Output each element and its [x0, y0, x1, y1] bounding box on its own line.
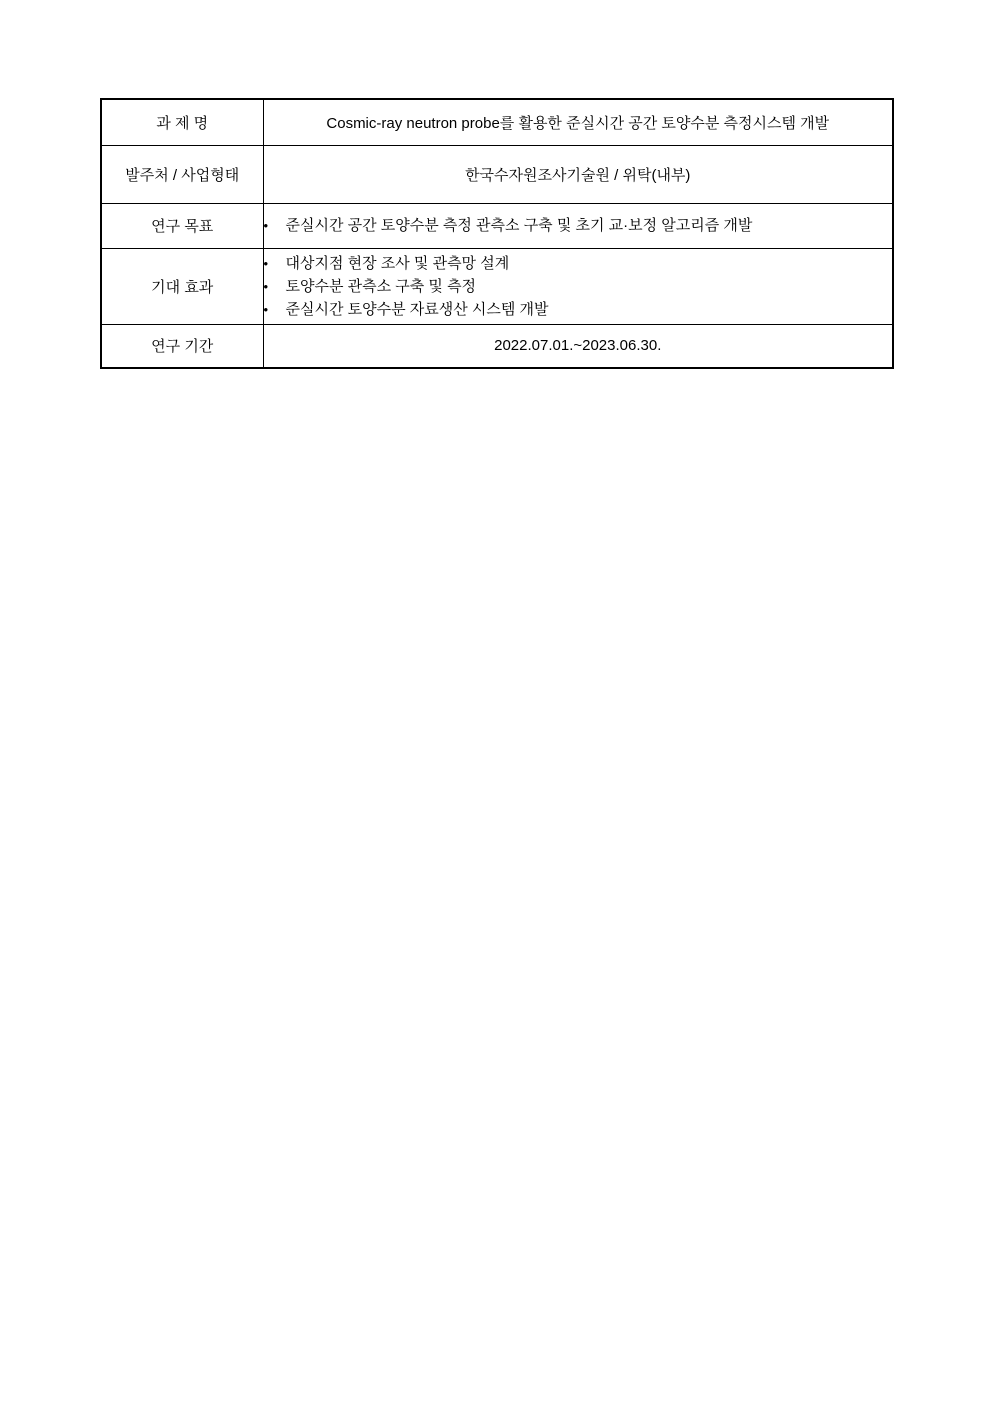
row-value-expected-effects [263, 248, 893, 324]
project-info-table [100, 98, 894, 369]
row-label-client-type: 발주처 / 사업형태 [101, 145, 263, 203]
row-value-research-goal [263, 203, 893, 248]
row-label-expected-effects: 기대 효과 [101, 248, 263, 324]
row-label-research-period: 연구 기간 [101, 324, 263, 368]
bullet-text: 대상지점 현장 조사 및 관측망 설계 [285, 254, 510, 272]
row-value-project-title: Cosmic-ray neutron probe를 활용한 준실시간 공간 토양수분 측정시스템 개발 [263, 99, 893, 145]
bullet-icon: • [263, 218, 269, 233]
bullet-item [264, 252, 893, 275]
table-row-research-period [101, 324, 893, 368]
row-value-client-type: 한국수자원조사기술원 / 위탁(내부) [263, 145, 893, 203]
row-label-project-title: 과 제 명 [101, 99, 263, 145]
bullet-item [264, 214, 893, 237]
bullet-text: 준실시간 토양수분 자료생산 시스템 개발 [285, 300, 549, 318]
bullet-icon: • [263, 301, 269, 317]
table-row-client-type [101, 145, 893, 203]
bullet-icon: • [263, 255, 269, 271]
bullet-item [264, 275, 893, 298]
row-label-research-goal: 연구 목표 [101, 203, 263, 248]
bullet-item [264, 298, 893, 321]
bullet-text: 토양수분 관측소 구축 및 측정 [285, 277, 477, 295]
bullet-text: 준실시간 공간 토양수분 측정 관측소 구축 및 초기 교·보정 알고리즘 개발 [285, 217, 753, 234]
row-value-research-period: 2022.07.01.~2023.06.30. [263, 324, 893, 368]
bullet-icon: • [263, 278, 269, 294]
table-row-project-title [101, 99, 893, 145]
table-row-research-goal [101, 203, 893, 248]
table-row-expected-effects [101, 248, 893, 324]
